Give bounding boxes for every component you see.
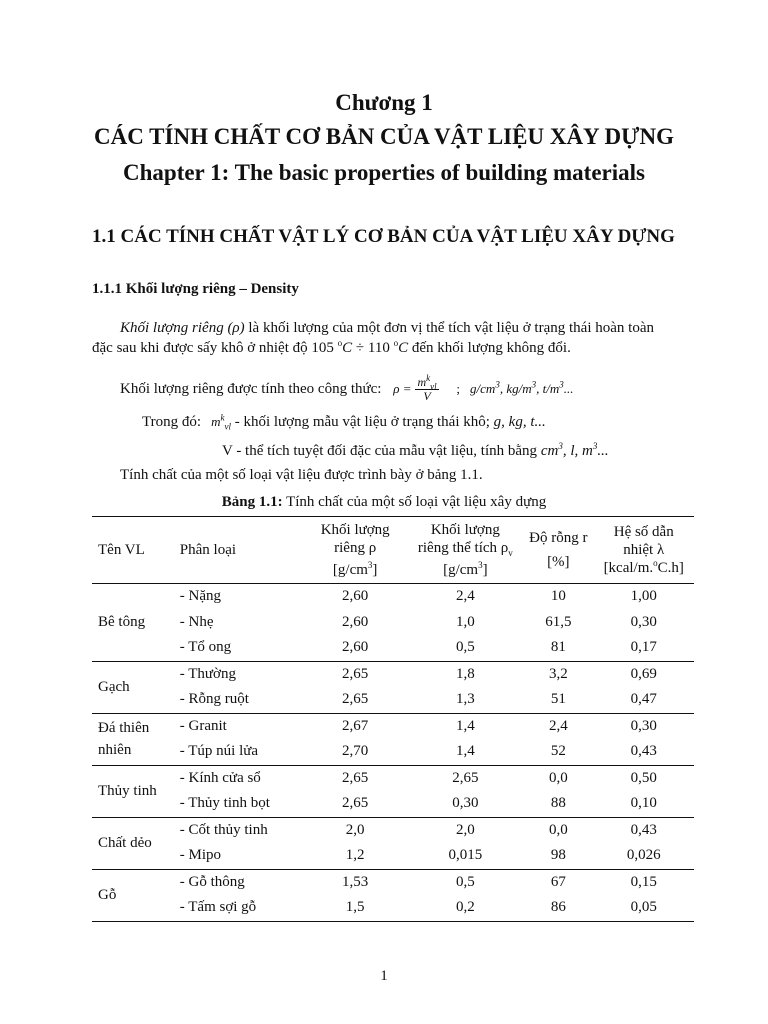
cell-type: - Nhẹ: [179, 613, 214, 630]
formula-mass: m: [417, 375, 427, 389]
table-row: [92, 584, 694, 610]
table-row: [92, 843, 694, 869]
cell-porosity: 0,0: [548, 769, 568, 786]
cell-type: - Rỗng ruột: [179, 691, 249, 708]
cell-porosity: 61,5: [545, 613, 572, 630]
table-row: [92, 713, 694, 739]
cell-type: - Túp núi lửa: [179, 743, 259, 760]
group-go: [92, 869, 694, 921]
cell-type: - Granit: [179, 717, 227, 734]
group-thuy-tinh: [92, 765, 694, 817]
cell-porosity: 81: [550, 639, 566, 656]
cell-conductivity: 0,026: [626, 847, 661, 864]
cell-conductivity: 0,30: [630, 717, 657, 734]
cell-density: 1,2: [345, 847, 365, 864]
properties-table: [92, 516, 694, 922]
table-row: [92, 610, 694, 636]
cell-type: - Mipo: [179, 847, 222, 864]
header-type: Phân loại: [179, 542, 237, 558]
group-chat-deo: [92, 817, 694, 869]
cell-bulk: 0,5: [455, 873, 475, 890]
cell-bulk: 2,4: [455, 588, 475, 605]
cell-density: 1,53: [342, 873, 369, 890]
cell-type: - Nặng: [179, 588, 222, 605]
cell-porosity: 10: [550, 588, 566, 605]
formula-lead: Khối lượng riêng được tính theo công thức:: [120, 380, 382, 397]
cell-conductivity: 0,17: [630, 639, 657, 656]
cell-type: - Tổ ong: [179, 639, 232, 656]
cell-density: 2,65: [342, 769, 369, 786]
table-row: [92, 739, 694, 765]
cell-type: - Thường: [179, 665, 236, 682]
material-name: Chất dẻo: [98, 835, 152, 851]
cell-density: 2,60: [342, 588, 369, 605]
temp-unit: C: [398, 340, 409, 356]
cell-bulk: 2,0: [455, 821, 475, 838]
cell-bulk: 0,2: [455, 899, 475, 916]
cell-bulk: 1,8: [455, 665, 475, 682]
table-row: [92, 791, 694, 817]
where-mass-units: g, kg, t...: [493, 414, 546, 430]
material-name: Đá thiên nhiên: [98, 720, 150, 758]
formula-mass-sup: k: [426, 373, 431, 383]
where-volume-symbol: V: [222, 443, 233, 459]
temp-unit: C: [342, 340, 353, 356]
chapter-title-vi: CÁC TÍNH CHẤT CƠ BẢN CỦA VẬT LIỆU XÂY DỰNG: [94, 124, 674, 149]
cell-density: 2,0: [345, 821, 365, 838]
cell-conductivity: 0,69: [630, 665, 657, 682]
cell-porosity: 0,0: [548, 821, 568, 838]
cell-conductivity: 0,43: [630, 821, 657, 838]
cell-porosity: 86: [550, 899, 566, 916]
table-row: [92, 765, 694, 791]
section-heading: 1.1 CÁC TÍNH CHẤT VẬT LÝ CƠ BẢN CỦA VẬT LIỆU XÂY DỰNG: [92, 226, 675, 247]
where-lead: Trong đó:: [142, 414, 202, 430]
where-mass-desc: - khối lượng mẫu vật liệu ở trạng thái khô;: [230, 414, 494, 430]
where-volume-units: $cm^3$, l, $m^3$...: [540, 441, 609, 459]
cell-porosity: 67: [550, 873, 566, 890]
cell-conductivity: 0,10: [630, 795, 657, 812]
where-mass-line: [142, 414, 546, 431]
cell-bulk: 1,4: [455, 717, 475, 734]
degree-mark: o: [337, 338, 343, 348]
definition-text-2b: đến khối lượng không đổi.: [408, 340, 571, 356]
degree-mark: o: [393, 338, 399, 348]
cell-conductivity: 0,15: [630, 873, 657, 890]
cell-porosity: 3,2: [548, 665, 568, 682]
table-row: [92, 869, 694, 895]
cell-conductivity: 0,43: [630, 743, 657, 760]
group-da-thien-nhien: [92, 713, 694, 765]
cell-porosity: 2,4: [548, 717, 568, 734]
temp-range-sep: ÷ 110: [352, 340, 394, 356]
subsection-heading: 1.1.1 Khối lượng riêng – Density: [92, 281, 299, 297]
chapter-label: Chương 1: [335, 90, 433, 115]
table-row: [92, 817, 694, 843]
definition-line-2: [92, 340, 571, 357]
cell-porosity: 98: [550, 847, 566, 864]
cell-bulk: 1,3: [455, 691, 475, 708]
cell-type: - Kính cửa sổ: [179, 769, 261, 786]
material-name: Gỗ: [98, 887, 117, 903]
table-row: [92, 661, 694, 687]
table-caption-text: Tính chất của một số loại vật liệu xây dựng: [282, 494, 547, 510]
cell-bulk: 1,4: [455, 743, 475, 760]
table-row: [92, 635, 694, 661]
cell-bulk: 2,65: [452, 769, 479, 786]
cell-type: - Tấm sợi gỗ: [179, 899, 257, 916]
cell-conductivity: 0,47: [630, 691, 657, 708]
cell-density: 1,5: [345, 899, 365, 916]
cell-density: 2,65: [342, 691, 369, 708]
definition-line-1: [120, 320, 654, 337]
definition-term: Khối lượng riêng (ρ): [120, 320, 245, 336]
chapter-title-en: Chapter 1: The basic properties of building materials: [123, 160, 645, 185]
header-density: Khối lượng riêng ρ $[g/cm^3]$: [320, 522, 390, 578]
cell-type: - Thủy tinh bọt: [179, 795, 270, 812]
material-name: Gạch: [98, 679, 130, 695]
formula-lhs: ρ =: [393, 380, 412, 396]
formula-mass-sub: vl: [430, 381, 437, 392]
cell-density: 2,70: [342, 743, 369, 760]
formula-line: [120, 373, 574, 403]
table-header: [92, 517, 694, 584]
cell-density: 2,60: [342, 639, 369, 656]
cell-porosity: 51: [550, 691, 566, 708]
group-gach: [92, 661, 694, 713]
cell-porosity: 52: [550, 743, 566, 760]
density-formula: [415, 373, 438, 403]
header-conductivity: Hệ số dẫn nhiệt λ [kcal/m.$^o$C.h]: [603, 524, 684, 576]
cell-conductivity: 0,30: [630, 613, 657, 630]
cell-density: 2,60: [342, 613, 369, 630]
header-name: Tên VL: [98, 542, 145, 558]
table-intro: Tính chất của một số loại vật liệu được trình bày ở bảng 1.1.: [120, 467, 483, 483]
page-number: 1: [380, 968, 388, 984]
where-mass-symbol: $m^k_{vl}$: [211, 412, 231, 432]
cell-bulk: 0,30: [452, 795, 479, 812]
cell-conductivity: 0,05: [630, 899, 657, 916]
cell-conductivity: 0,50: [630, 769, 657, 786]
table-caption: [0, 494, 768, 511]
cell-density: 2,65: [342, 665, 369, 682]
formula-units: $g/cm^3$, $kg/m^3$, $t/m^3$...: [470, 379, 574, 396]
table-caption-label: Bảng 1.1:: [221, 494, 283, 510]
cell-type: - Gỗ thông: [179, 873, 245, 890]
header-bulk-density: Khối lượng riêng thể tích $\rho_v$ $[g/cm^3]$: [417, 522, 513, 578]
cell-bulk: 1,0: [455, 613, 475, 630]
formula-semicolon: ;: [456, 380, 461, 396]
cell-bulk: 0,5: [455, 639, 475, 656]
cell-bulk: 0,015: [448, 847, 483, 864]
definition-text: là khối lượng của một đơn vị thể tích vật liệu ở trạng thái hoàn toàn: [244, 320, 654, 336]
cell-type: - Cốt thủy tinh: [179, 821, 268, 838]
header-porosity: Độ rỗng r [%]: [529, 530, 588, 570]
definition-text-2a: đặc sau khi được sấy khô ở nhiệt độ 105: [92, 340, 338, 356]
cell-density: 2,65: [342, 795, 369, 812]
where-volume-desc: - thể tích tuyệt đối đặc của mẫu vật liệu, tính bằng: [232, 443, 541, 459]
formula-volume: V: [423, 389, 431, 403]
group-be-tong: [92, 584, 694, 662]
cell-porosity: 88: [550, 795, 566, 812]
cell-density: 2,67: [342, 717, 369, 734]
material-name: Thủy tinh: [98, 783, 157, 799]
table-row: [92, 687, 694, 713]
where-volume-line: [222, 443, 609, 460]
table-row: [92, 895, 694, 921]
material-name: Bê tông: [98, 614, 146, 631]
cell-conductivity: 1,00: [630, 588, 657, 605]
